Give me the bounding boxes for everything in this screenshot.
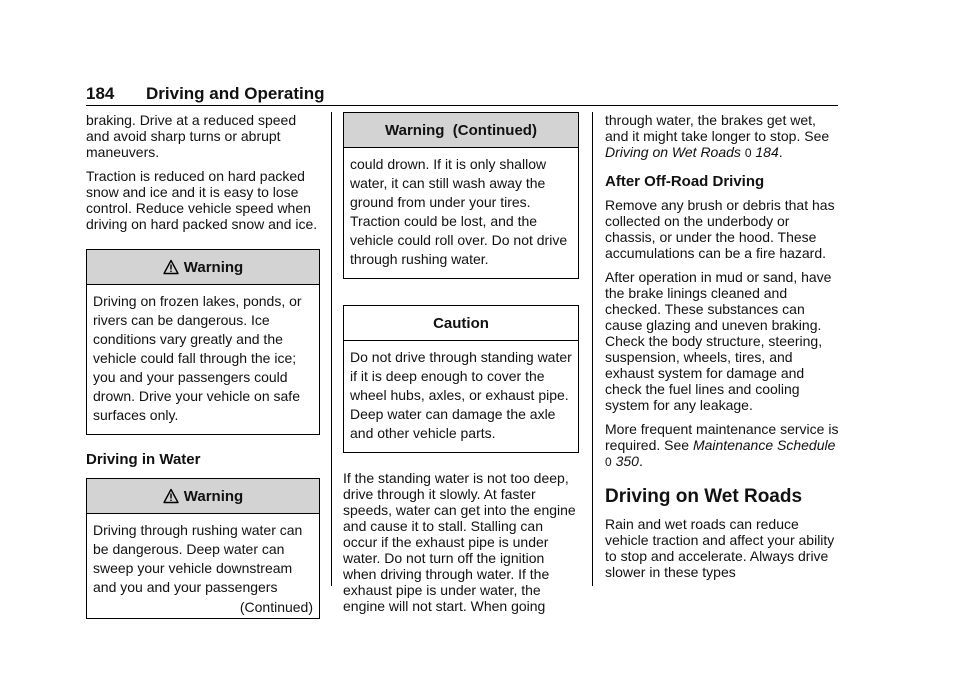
warning-continued-box (343, 112, 579, 279)
column-divider (331, 112, 332, 586)
page-ref-arrow-icon: 0 (605, 455, 612, 469)
paragraph: More frequent maintenance service is required. See Maintenance Schedule 0 350. (605, 421, 839, 469)
section-heading: Driving on Wet Roads (605, 486, 803, 507)
section-heading: After Off-Road Driving (605, 173, 765, 190)
column-1 (86, 112, 320, 619)
column-3 (605, 112, 841, 588)
paragraph: If the standing water is not too deep, drive through it slowly. At faster speeds, water can get into the engine and cause it to stall. Stalling can occur if the exhaust pipe is under water. Do not turn off the ignition when driving through water. If the exhaust pipe is under water, the engine will not start. When going (343, 470, 576, 614)
page-header (86, 82, 838, 106)
column-2 (343, 112, 579, 622)
column-divider (592, 112, 593, 586)
warning-heading (87, 250, 319, 285)
warning-heading-text: Warning (183, 258, 244, 276)
warning-triangle-icon (163, 488, 179, 504)
warning-box (86, 478, 320, 619)
warning-body: Driving through rushing water can be dangerous. Deep water can sweep your vehicle downstream and you and your passengers (93, 522, 303, 595)
warning-box (86, 249, 320, 435)
page-number: 184 (86, 84, 115, 103)
page-title: Driving and Operating (146, 84, 325, 103)
paragraph: After operation in mud or sand, have the brake linings cleaned and checked. These substances can cause glazing and uneven braking. Check the body structure, steering, suspension, wheels, tires, and exhaust system for damage and check the fuel lines and cooling system for any leakage. (605, 269, 832, 413)
cross-reference-link[interactable]: Driving on Wet Roads 0 184 (605, 144, 779, 160)
paragraph: through water, the brakes get wet, and it might take longer to stop. See Driving on Wet Roads 0 184. (605, 112, 830, 160)
warning-body: could drown. If it is only shallow water, it can still wash away the ground from under your tires. Traction could be lost, and the vehicle could roll over. Do not drive through rushing water. (350, 156, 568, 267)
warning-heading-text: Warning (183, 487, 244, 505)
warning-body: Driving on frozen lakes, ponds, or rivers can be dangerous. Ice conditions vary greatly and the vehicle could fall through the ice; you and your passengers could drown. Drive your vehicle on safe surfaces only. (93, 293, 302, 423)
section-heading: Driving in Water (86, 451, 201, 468)
paragraph: Remove any brush or debris that has collected on the underbody or chassis, or under the hood. These accumulations can be a fire hazard. (605, 197, 835, 261)
warning-heading (87, 479, 319, 514)
caution-heading: Caution (344, 306, 578, 341)
page-ref-arrow-icon: 0 (744, 146, 752, 160)
paragraph: Rain and wet roads can reduce vehicle traction and affect your ability to stop and accelerate. Always drive slower in these types (605, 516, 835, 580)
paragraph: braking. Drive at a reduced speed and avoid sharp turns or abrupt maneuvers. (86, 112, 297, 160)
continued-label: (Continued) (239, 599, 313, 615)
header-rule (86, 105, 838, 106)
caution-box (343, 305, 579, 453)
cross-reference-link[interactable]: Maintenance Schedule 0 350 (605, 437, 836, 469)
caution-body: Do not drive through standing water if it is deep enough to cover the wheel hubs, axles, or exhaust pipe. Deep water can damage the axle and other vehicle parts. (350, 349, 572, 441)
warning-triangle-icon (163, 259, 179, 275)
warning-heading: Warning (Continued) (344, 113, 578, 148)
paragraph: Traction is reduced on hard packed snow and ice and it is easy to lose control. Reduce vehicle speed when driving on hard packed snow and ice. (86, 168, 318, 232)
